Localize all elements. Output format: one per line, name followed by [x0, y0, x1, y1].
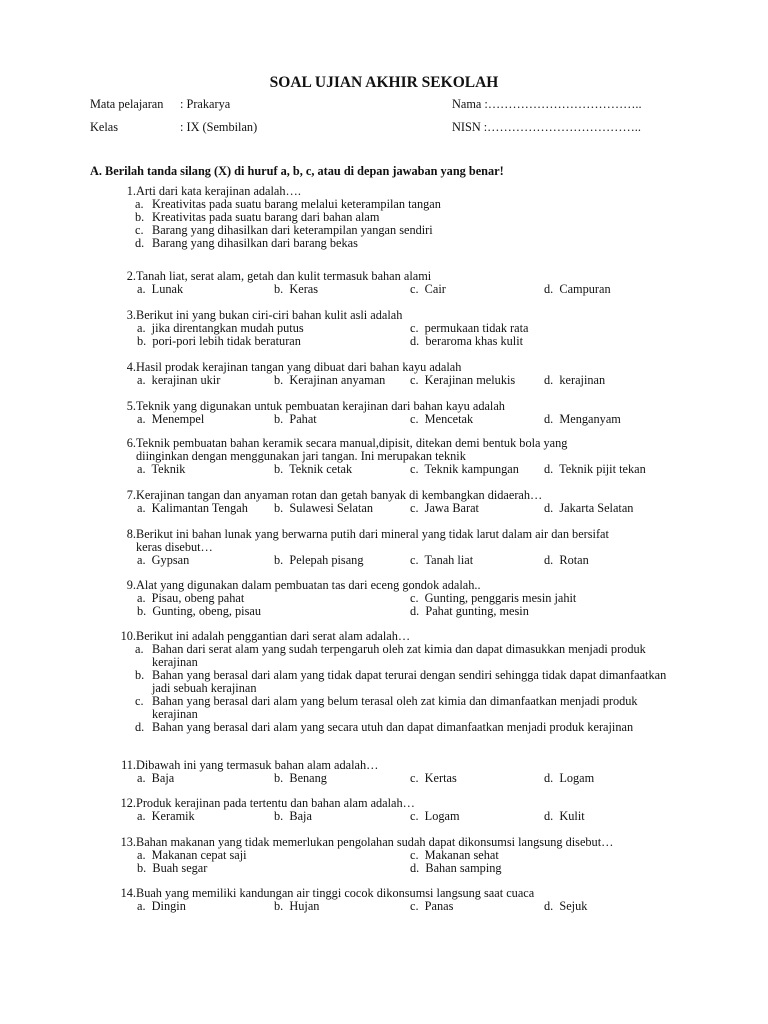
question-number: 6. — [126, 436, 136, 450]
option-c[interactable] — [135, 695, 670, 721]
option-d[interactable] — [135, 237, 670, 250]
question-text: keras disebut… — [136, 540, 213, 554]
option-a[interactable]: a. kerajinan ukir — [137, 373, 221, 387]
section-a-instruction: A. Berilah tanda silang (X) di huruf a, b, c, atau di depan jawaban yang benar! — [90, 164, 504, 178]
option-b[interactable]: b. Sulawesi Selatan — [274, 501, 374, 515]
question-14 — [113, 887, 683, 913]
option-a[interactable]: a. Kalimantan Tengah — [137, 501, 248, 515]
option-d[interactable]: d. Logam — [544, 771, 595, 785]
question-number: 8. — [126, 527, 136, 541]
option-b[interactable]: b. Hujan — [274, 899, 320, 913]
option-a[interactable]: a. Dingin — [137, 899, 186, 913]
page-title: SOAL UJIAN AKHIR SEKOLAH — [269, 74, 499, 91]
question-text: Berikut ini yang bukan ciri-ciri bahan kulit asli adalah — [136, 308, 403, 322]
question-number — [113, 541, 136, 554]
question-7 — [113, 489, 683, 515]
question-text: Tanah liat, serat alam, getah dan kulit termasuk bahan alami — [136, 269, 432, 283]
question-text: Berikut ini bahan lunak yang berwarna putih dari mineral yang tidak larut dalam air dan bersifat — [136, 527, 609, 541]
question-10 — [113, 630, 683, 734]
option-c[interactable]: c. Teknik kampungan — [410, 462, 519, 476]
question-8 — [113, 528, 683, 567]
option-c[interactable]: c. Jawa Barat — [410, 501, 479, 515]
option-b[interactable]: b. Benang — [274, 771, 327, 785]
option-d[interactable]: d. Bahan samping — [410, 861, 502, 875]
question-number: 14. — [120, 886, 136, 900]
question-13 — [113, 836, 683, 875]
option-d[interactable]: d. Pahat gunting, mesin — [410, 604, 529, 618]
option-b[interactable]: b. Gunting, obeng, pisau — [137, 604, 261, 618]
option-b[interactable]: b. Pelepah pisang — [274, 553, 364, 567]
option-text: Bahan yang berasal dari alam yang tidak dapat terurai dengan sendiri sehingga tidak dapat dimanfaatkan jadi sebuah kerajinan — [152, 668, 667, 695]
class-value: : IX (Sembilan) — [180, 120, 258, 134]
question-number — [113, 450, 136, 463]
option-c[interactable]: c. Tanah liat — [410, 553, 474, 567]
question-number: 11. — [121, 758, 136, 772]
option-d[interactable] — [135, 721, 670, 734]
question-9 — [113, 579, 683, 618]
question-text: Alat yang digunakan dalam pembuatan tas dari eceng gondok adalah.. — [136, 578, 481, 592]
option-text: Kreativitas pada suatu barang melalui keterampilan tangan — [152, 197, 441, 211]
question-text: Buah yang memiliki kandungan air tinggi cocok dikonsumsi langsung saat cuaca — [136, 886, 535, 900]
question-text: Arti dari kata kerajinan adalah…. — [136, 184, 301, 198]
option-a[interactable]: a. Keramik — [137, 809, 195, 823]
question-number: 10. — [120, 629, 136, 643]
question-number: 9. — [126, 578, 136, 592]
question-text: Kerajinan tangan dan anyaman rotan dan getah banyak di kembangkan didaerah… — [136, 488, 543, 502]
question-number: 13. — [120, 835, 136, 849]
question-number: 12. — [120, 796, 136, 810]
option-d[interactable]: d. Kulit — [544, 809, 585, 823]
option-b[interactable]: b. Keras — [274, 282, 319, 296]
option-b[interactable]: b. Pahat — [274, 412, 317, 426]
option-a[interactable] — [135, 643, 670, 669]
option-a[interactable]: a. Menempel — [137, 412, 205, 426]
option-a[interactable]: a. Teknik — [137, 462, 186, 476]
option-c[interactable]: c. Makanan sehat — [410, 848, 499, 862]
question-text: Hasil prodak kerajinan tangan yang dibuat dari bahan kayu adalah — [136, 360, 462, 374]
option-d[interactable]: d. Menganyam — [544, 412, 621, 426]
option-d[interactable]: d. Rotan — [544, 553, 589, 567]
question-1 — [113, 185, 683, 250]
option-b[interactable]: b. Buah segar — [137, 861, 208, 875]
option-a[interactable]: a. Makanan cepat saji — [137, 848, 247, 862]
option-c[interactable]: c. Cair — [410, 282, 446, 296]
option-letter: a. — [135, 197, 144, 211]
question-6 — [113, 437, 683, 476]
question-number: 1. — [126, 184, 136, 198]
option-letter: c. — [135, 223, 144, 237]
question-number: 3. — [126, 308, 136, 322]
option-c[interactable]: c. Kertas — [410, 771, 457, 785]
option-b[interactable]: b. pori-pori lebih tidak beraturan — [137, 334, 301, 348]
option-c[interactable]: c. Kerajinan melukis — [410, 373, 516, 387]
subject-label: Mata pelajaran — [90, 97, 164, 111]
option-a[interactable]: a. Gypsan — [137, 553, 190, 567]
question-3 — [113, 309, 683, 348]
option-letter: c. — [135, 694, 144, 708]
option-b[interactable] — [135, 669, 670, 695]
nisn-field[interactable]: NISN :……………………………….. — [452, 120, 641, 134]
option-letter: b. — [135, 668, 145, 682]
option-c[interactable]: c. Panas — [410, 899, 454, 913]
question-number: 4. — [126, 360, 136, 374]
option-b[interactable]: b. Baja — [274, 809, 312, 823]
option-d[interactable]: d. Teknik pijit tekan — [544, 462, 646, 476]
question-text: diinginkan dengan menggunakan jari tangan. Ini merupakan teknik — [136, 449, 466, 463]
question-text: Dibawah ini yang termasuk bahan alam adalah… — [136, 758, 379, 772]
option-d[interactable]: d. beraroma khas kulit — [410, 334, 524, 348]
question-number: 7. — [126, 488, 136, 502]
class-label: Kelas — [90, 120, 118, 134]
name-field[interactable]: Nama :……………………………….. — [452, 97, 642, 111]
option-b[interactable]: b. Teknik cetak — [274, 462, 353, 476]
option-letter: d. — [135, 720, 145, 734]
question-12 — [113, 797, 683, 823]
option-c[interactable]: c. Gunting, penggaris mesin jahit — [410, 591, 577, 605]
option-letter: a. — [135, 642, 144, 656]
question-number: 5. — [126, 399, 136, 413]
question-2 — [113, 270, 683, 296]
option-a[interactable]: a. Pisau, obeng pahat — [137, 591, 245, 605]
question-11 — [113, 759, 683, 785]
option-c[interactable]: c. Mencetak — [410, 412, 474, 426]
question-text: Teknik pembuatan bahan keramik secara manual,dipisit, ditekan demi bentuk bola yang — [136, 436, 568, 450]
option-letter: d. — [135, 236, 145, 250]
option-text: Bahan yang berasal dari alam yang belum terasal oleh zat kimia dan dimanfaatkan menjadi produk kerajinan — [152, 694, 638, 721]
option-c[interactable]: c. Logam — [410, 809, 460, 823]
option-c[interactable]: c. permukaan tidak rata — [410, 321, 529, 335]
option-text: Barang yang dihasilkan dari barang bekas — [152, 236, 358, 250]
question-number: 2. — [126, 269, 136, 283]
option-d[interactable]: d. kerajinan — [544, 373, 606, 387]
question-4 — [113, 361, 683, 387]
option-text: Bahan dari serat alam yang sudah terpengaruh oleh zat kimia dan dapat dimasukkan menjadi produk kerajinan — [152, 642, 646, 669]
option-text: Kreativitas pada suatu barang dari bahan alam — [152, 210, 380, 224]
option-b[interactable]: b. Kerajinan anyaman — [274, 373, 386, 387]
question-text: Teknik yang digunakan untuk pembuatan kerajinan dari bahan kayu adalah — [136, 399, 505, 413]
option-a[interactable]: a. jika direntangkan mudah putus — [137, 321, 304, 335]
option-d[interactable]: d. Sejuk — [544, 899, 588, 913]
subject-value: : Prakarya — [180, 97, 231, 111]
option-text: Bahan yang berasal dari alam yang secara utuh dan dapat dimanfaatkan menjadi produk kerajinan — [152, 720, 634, 734]
option-text: Barang yang dihasilkan dari keterampilan yangan sendiri — [152, 223, 433, 237]
question-text: Bahan makanan yang tidak memerlukan pengolahan sudah dapat dikonsumsi langsung disebut… — [136, 835, 614, 849]
option-d[interactable]: d. Jakarta Selatan — [544, 501, 634, 515]
option-letter: b. — [135, 210, 145, 224]
option-d[interactable]: d. Campuran — [544, 282, 611, 296]
question-text: Berikut ini adalah penggantian dari serat alam adalah… — [136, 629, 411, 643]
question-text: Produk kerajinan pada tertentu dan bahan alam adalah… — [136, 796, 415, 810]
question-5 — [113, 400, 683, 426]
option-a[interactable]: a. Lunak — [137, 282, 184, 296]
option-a[interactable]: a. Baja — [137, 771, 175, 785]
